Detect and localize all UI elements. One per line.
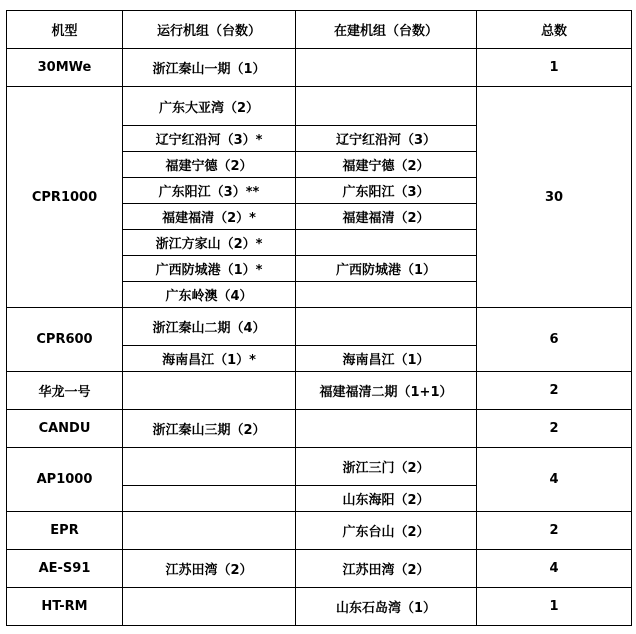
table-row (7, 372, 632, 410)
total-cell: 4 (477, 550, 632, 588)
operating-cell: 海南昌江（1）* (123, 346, 296, 372)
operating-cell: 福建宁德（2） (123, 152, 296, 178)
operating-cell: 浙江秦山一期（1） (123, 49, 296, 87)
construction-cell: 福建福清（2） (296, 204, 477, 230)
operating-cell (123, 372, 296, 410)
type-cell: EPR (7, 512, 123, 550)
construction-cell: 广西防城港（1） (296, 256, 477, 282)
table-row (7, 308, 632, 346)
type-cell: CPR600 (7, 308, 123, 372)
table-row (7, 512, 632, 550)
header-row (7, 11, 632, 49)
construction-cell (296, 308, 477, 346)
total-cell: 30 (477, 87, 632, 308)
operating-cell: 广东大亚湾（2） (123, 87, 296, 126)
operating-cell (123, 588, 296, 626)
total-cell: 6 (477, 308, 632, 372)
operating-cell: 浙江秦山三期（2） (123, 410, 296, 448)
type-cell: HT-RM (7, 588, 123, 626)
operating-cell: 辽宁红沿河（3）* (123, 126, 296, 152)
table-row (7, 550, 632, 588)
construction-cell (296, 282, 477, 308)
operating-cell (123, 512, 296, 550)
operating-cell: 江苏田湾（2） (123, 550, 296, 588)
construction-cell (296, 87, 477, 126)
header-total: 总数 (477, 11, 632, 49)
construction-cell (296, 230, 477, 256)
construction-cell: 山东石岛湾（1） (296, 588, 477, 626)
operating-cell: 广东岭澳（4） (123, 282, 296, 308)
construction-cell: 海南昌江（1） (296, 346, 477, 372)
construction-cell: 江苏田湾（2） (296, 550, 477, 588)
total-cell: 2 (477, 512, 632, 550)
type-cell: CPR1000 (7, 87, 123, 308)
construction-cell: 广东阳江（3） (296, 178, 477, 204)
total-cell: 1 (477, 588, 632, 626)
construction-cell: 浙江三门（2） (296, 448, 477, 486)
operating-cell: 浙江方家山（2）* (123, 230, 296, 256)
table-row (7, 87, 632, 126)
construction-cell: 辽宁红沿河（3） (296, 126, 477, 152)
construction-cell (296, 49, 477, 87)
operating-cell: 广东阳江（3）** (123, 178, 296, 204)
reactor-table (6, 10, 632, 626)
operating-cell: 福建福清（2）* (123, 204, 296, 230)
type-cell: CANDU (7, 410, 123, 448)
total-cell: 2 (477, 372, 632, 410)
operating-cell (123, 448, 296, 486)
operating-cell: 浙江秦山二期（4） (123, 308, 296, 346)
type-cell: AE-S91 (7, 550, 123, 588)
construction-cell: 广东台山（2） (296, 512, 477, 550)
construction-cell: 山东海阳（2） (296, 486, 477, 512)
construction-cell: 福建福清二期（1+1） (296, 372, 477, 410)
table-row (7, 410, 632, 448)
total-cell: 2 (477, 410, 632, 448)
table-row (7, 49, 632, 87)
header-type: 机型 (7, 11, 123, 49)
header-operating: 运行机组（台数） (123, 11, 296, 49)
total-cell: 1 (477, 49, 632, 87)
table-row (7, 448, 632, 486)
operating-cell (123, 486, 296, 512)
header-construction: 在建机组（台数） (296, 11, 477, 49)
total-cell: 4 (477, 448, 632, 512)
type-cell: 30MWe (7, 49, 123, 87)
construction-cell: 福建宁德（2） (296, 152, 477, 178)
construction-cell (296, 410, 477, 448)
operating-cell: 广西防城港（1）* (123, 256, 296, 282)
type-cell: 华龙一号 (7, 372, 123, 410)
type-cell: AP1000 (7, 448, 123, 512)
table-row (7, 588, 632, 626)
